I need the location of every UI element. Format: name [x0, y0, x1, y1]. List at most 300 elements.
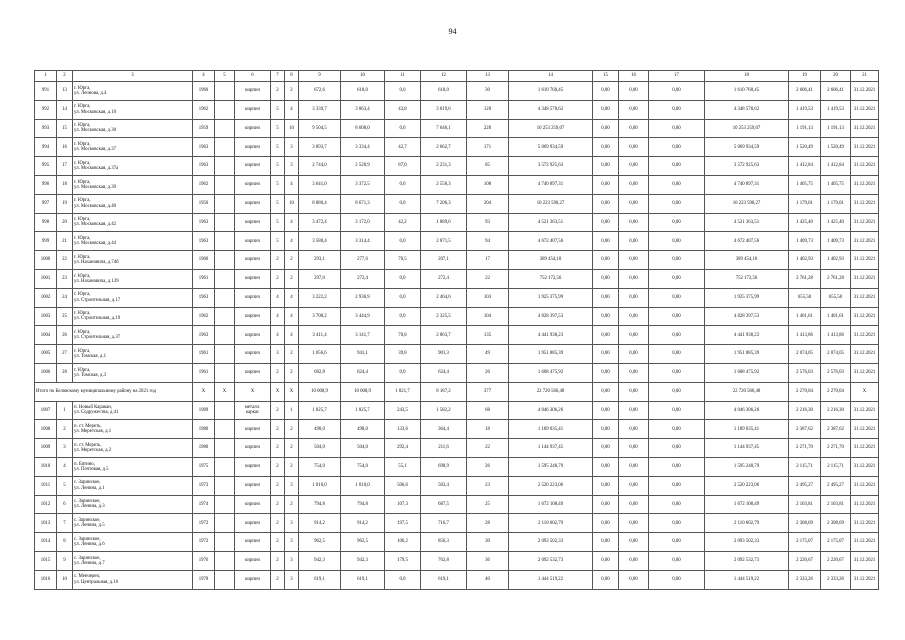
table-cell: 2 325,5 [421, 307, 467, 326]
table-cell: 3 334,4 [341, 138, 385, 157]
table-cell: 4 [285, 232, 299, 251]
table-cell: 991 [35, 82, 57, 101]
table-cell [215, 269, 235, 288]
table-cell: 9 [57, 551, 73, 570]
table-cell: 962,5 [341, 533, 385, 552]
table-cell: 0,0 [385, 570, 421, 589]
table-cell: 1978 [193, 570, 215, 589]
table-cell: 31.12.2021 [851, 307, 879, 326]
table-cell: 1008 [35, 420, 57, 439]
table-cell: 0,00 [649, 100, 705, 119]
table-cell: 0,00 [649, 495, 705, 514]
table-cell: 2 175,07 [789, 533, 821, 552]
total-label: Итого по Беловскому муниципальному району на 2021 год [35, 382, 193, 401]
table-cell: 10 [285, 119, 299, 138]
table-cell: 0,00 [619, 476, 649, 495]
table-cell: 4 [285, 288, 299, 307]
table-cell: 0,00 [619, 382, 649, 401]
table-cell: 1 419,53 [821, 100, 851, 119]
table-cell: 0,00 [593, 570, 619, 589]
table-cell: 31.12.2021 [851, 363, 879, 382]
table-cell: 31.12.2021 [851, 82, 879, 101]
table-cell: X [235, 382, 271, 401]
table-cell: 1961 [193, 345, 215, 364]
table-cell: 0,00 [593, 194, 619, 213]
table-cell: 1000 [35, 251, 57, 270]
table-cell: 18 [467, 420, 509, 439]
column-number-header: 5 [215, 71, 235, 82]
table-cell [215, 363, 235, 382]
table-row [35, 100, 879, 119]
table-cell [215, 495, 235, 514]
table-cell: 133,6 [385, 420, 421, 439]
column-number-header: 10 [341, 71, 385, 82]
table-cell: 962,5 [299, 533, 341, 552]
table-cell: 1 405,75 [821, 175, 851, 194]
table-cell: 9 504,5 [299, 119, 341, 138]
table-cell: 1 425,40 [789, 213, 821, 232]
table-row [35, 420, 879, 439]
table-cell: 1959 [193, 119, 215, 138]
table-cell: 1972 [193, 533, 215, 552]
table-cell: 1 444 519,22 [509, 570, 593, 589]
table-cell: 2 270,04 [821, 382, 851, 401]
table-cell: 22 720 566,48 [509, 382, 593, 401]
address-cell: с. Заринское, ул. Ленина, д.7 [73, 551, 193, 570]
table-cell: 2 387,62 [789, 420, 821, 439]
table-cell: 4 672 407,56 [509, 232, 593, 251]
table-cell: 2 744,0 [299, 157, 341, 176]
table-row [35, 232, 879, 251]
table-cell: кирпич [235, 157, 271, 176]
column-number-header: 6 [235, 71, 271, 82]
table-cell: 1006 [35, 363, 57, 382]
table-cell: 619,1 [299, 570, 341, 589]
table-cell: 3 472,4 [299, 213, 341, 232]
table-cell: 4 [271, 288, 285, 307]
table-cell: 1004 [35, 326, 57, 345]
table-cell: 1 610 760,45 [705, 82, 789, 101]
table-cell: 2 074,05 [821, 345, 851, 364]
table-cell: 1 413,86 [821, 326, 851, 345]
table-cell: 754,0 [299, 457, 341, 476]
table-cell: 197,5 [385, 514, 421, 533]
table-row [35, 251, 879, 270]
table-cell: 498,0 [341, 420, 385, 439]
table-cell: 0,00 [619, 514, 649, 533]
table-cell: 93 [467, 213, 509, 232]
table-cell: 6 [57, 495, 73, 514]
table-cell: 1 189 035,41 [509, 420, 593, 439]
table-cell: кирпич [235, 457, 271, 476]
table-cell: 8 671,3 [341, 194, 385, 213]
table-cell: 1 191,13 [821, 119, 851, 138]
address-cell: г. Юрга, ул. Московская, д.39 [73, 175, 193, 194]
table-cell: 2 092 532,73 [705, 551, 789, 570]
table-cell: 794,8 [341, 495, 385, 514]
table-cell: 3 [271, 345, 285, 364]
table-cell: 277,6 [341, 251, 385, 270]
table-cell: кирпич [235, 269, 271, 288]
table-cell: 993 [35, 119, 57, 138]
table-row [35, 175, 879, 194]
table-cell: 22 [467, 439, 509, 458]
table-cell: 672,6 [299, 82, 341, 101]
table-cell: 1 821,7 [385, 382, 421, 401]
table-cell: 1 056,6 [299, 345, 341, 364]
table-cell: 2 662,7 [421, 138, 467, 157]
table-cell: 0,00 [593, 514, 619, 533]
table-cell: 8 886,4 [299, 194, 341, 213]
table-cell: 0,00 [593, 213, 619, 232]
table-cell: 4 [57, 457, 73, 476]
table-cell: 1 425,40 [821, 213, 851, 232]
table-cell: 1 409,73 [821, 232, 851, 251]
table-cell [215, 457, 235, 476]
table-row [35, 288, 879, 307]
table-cell: 3 [285, 476, 299, 495]
table-row [35, 551, 879, 570]
table-cell: 2 387,62 [821, 420, 851, 439]
table-cell: 0,00 [649, 363, 705, 382]
table-cell: 0,00 [619, 100, 649, 119]
table-cell: 682,8 [299, 363, 341, 382]
table-cell: 8 187,2 [421, 382, 467, 401]
table-cell: 2 606,41 [821, 82, 851, 101]
table-cell: 4 441 938,23 [509, 326, 593, 345]
table-cell: кирпич [235, 119, 271, 138]
table-cell: 2 863,7 [421, 326, 467, 345]
table-cell: 2 936,9 [341, 288, 385, 307]
table-cell: 94 [467, 232, 509, 251]
table-cell: 2 [285, 363, 299, 382]
table-cell: 995 [35, 157, 57, 176]
table-cell: 754,0 [341, 457, 385, 476]
table-cell: 0,00 [593, 533, 619, 552]
table-cell: 3 372,5 [341, 175, 385, 194]
table-cell: 2 [271, 439, 285, 458]
column-number-header: 1 [35, 71, 57, 82]
table-cell: 31.12.2021 [851, 326, 879, 345]
table-cell: 1 405,75 [789, 175, 821, 194]
table-cell: 5 [271, 157, 285, 176]
table-cell: 0,00 [593, 495, 619, 514]
table-cell: металл. каркас [235, 401, 271, 420]
table-cell: 2 [271, 269, 285, 288]
table-cell: 0,00 [593, 251, 619, 270]
table-cell: 1963 [193, 157, 215, 176]
table-cell: 40 [467, 570, 509, 589]
table-cell [215, 251, 235, 270]
table-cell: 3 [285, 533, 299, 552]
table-cell: 0,0 [385, 194, 421, 213]
table-cell: 8 608,0 [341, 119, 385, 138]
table-cell: 293,1 [299, 251, 341, 270]
table-cell: 1015 [35, 551, 57, 570]
table-cell: 1 672 108,49 [705, 495, 789, 514]
table-cell: 3 [285, 570, 299, 589]
table-cell: 0,00 [619, 420, 649, 439]
table-cell: 3 339,7 [299, 100, 341, 119]
table-cell: 2 271,70 [821, 439, 851, 458]
table-cell: 10 253 259,07 [509, 119, 593, 138]
table-cell: 5 [271, 175, 285, 194]
table-cell: 0,00 [649, 194, 705, 213]
table-cell: 2 520 223,06 [705, 476, 789, 495]
table-cell: 10 008,9 [299, 382, 341, 401]
table-cell: 997 [35, 194, 57, 213]
address-cell: п. Евтино, ул. Почтовая, д.5 [73, 457, 193, 476]
housing-register-table [34, 70, 879, 590]
table-cell: 0,00 [619, 175, 649, 194]
table-cell: 0,00 [593, 457, 619, 476]
column-number-header: 18 [705, 71, 789, 82]
table-cell: 0,00 [649, 232, 705, 251]
table-cell: 107,3 [385, 495, 421, 514]
table-cell: 2 [271, 495, 285, 514]
table-cell: 752 172,56 [705, 269, 789, 288]
address-cell: г. Юрга, ул. Томская, д.3 [73, 363, 193, 382]
table-cell: 0,00 [649, 420, 705, 439]
table-cell: 3 314,4 [341, 232, 385, 251]
table-cell: 1 402,93 [821, 251, 851, 270]
table-cell: 504,0 [299, 439, 341, 458]
table-cell: 0,00 [593, 119, 619, 138]
table-cell: 999 [35, 232, 57, 251]
address-cell: п. Новый Каракан, ул. Содружества, д.41 [73, 401, 193, 420]
table-cell: 1 179,01 [821, 194, 851, 213]
address-cell: п. ст. Мереть, ул. Меретская, д.2 [73, 439, 193, 458]
table-cell: 31.12.2021 [851, 570, 879, 589]
table-cell: 3 572 925,63 [705, 157, 789, 176]
table-cell: 87,0 [385, 157, 421, 176]
table-cell: 2 [271, 514, 285, 533]
table-cell: 31.12.2021 [851, 119, 879, 138]
table-cell: 0,00 [619, 82, 649, 101]
table-cell: 31.12.2021 [851, 288, 879, 307]
table-cell: 228 [467, 119, 509, 138]
table-cell: 0,00 [593, 157, 619, 176]
table-cell: 498,0 [299, 420, 341, 439]
table-cell: 2 495,27 [789, 476, 821, 495]
table-cell: 0,00 [619, 570, 649, 589]
table-cell: 104 [467, 307, 509, 326]
table-cell: 0,00 [593, 82, 619, 101]
table-cell: кирпич [235, 194, 271, 213]
table-cell: 103 [467, 288, 509, 307]
table-cell: 0,0 [385, 82, 421, 101]
table-cell [215, 194, 235, 213]
table-cell: 2 220,67 [821, 551, 851, 570]
table-cell [215, 345, 235, 364]
table-cell: 4 [285, 213, 299, 232]
table-cell: 0,00 [649, 401, 705, 420]
total-row [35, 382, 879, 401]
column-number-header: 19 [789, 71, 821, 82]
table-cell: 3 444,9 [341, 307, 385, 326]
table-cell [215, 533, 235, 552]
table-cell: 0,00 [649, 570, 705, 589]
table-row [35, 119, 879, 138]
address-cell: г. Юрга, ул. Нахановича, д.139 [73, 269, 193, 288]
table-cell: кирпич [235, 551, 271, 570]
table-cell [215, 82, 235, 101]
table-cell: 0,00 [593, 100, 619, 119]
table-cell: 0,00 [649, 138, 705, 157]
table-cell: кирпич [235, 570, 271, 589]
table-cell: 70,5 [385, 251, 421, 270]
table-cell: 85 [467, 157, 509, 176]
table-cell: 272,4 [421, 269, 467, 288]
table-cell: 2 216,30 [789, 401, 821, 420]
table-cell: 1 401,61 [789, 307, 821, 326]
table-cell: 2 [271, 533, 285, 552]
table-cell: 1 413,86 [789, 326, 821, 345]
table-cell: 3 063,4 [341, 100, 385, 119]
table-cell: 1 144 937,45 [509, 439, 593, 458]
table-cell: 17 [57, 157, 73, 176]
table-cell: кирпич [235, 82, 271, 101]
table-cell: 21 [57, 232, 73, 251]
address-cell: г. Юрга, ул. Строительная, д.37 [73, 326, 193, 345]
table-cell: 0,00 [593, 326, 619, 345]
table-row [35, 401, 879, 420]
table-cell [215, 288, 235, 307]
table-cell: 2 495,27 [821, 476, 851, 495]
table-cell: 42,7 [385, 138, 421, 157]
table-cell: 364,4 [421, 420, 467, 439]
table-cell: 1016 [35, 570, 57, 589]
table-cell: X [851, 382, 879, 401]
table-cell: 43,8 [385, 100, 421, 119]
table-cell: 1001 [35, 269, 57, 288]
table-cell: 243,5 [385, 401, 421, 420]
table-cell: 941,1 [341, 345, 385, 364]
table-cell: 1 [285, 401, 299, 420]
table-cell: 1980 [193, 420, 215, 439]
table-cell: 0,00 [593, 138, 619, 157]
table-cell: 0,00 [649, 551, 705, 570]
table-row [35, 307, 879, 326]
table-cell: 3 [285, 514, 299, 533]
table-cell: 2 528,9 [341, 157, 385, 176]
table-cell [215, 420, 235, 439]
table-cell: 4 [271, 326, 285, 345]
table-cell: 0,00 [619, 232, 649, 251]
table-cell: 0,00 [649, 269, 705, 288]
table-cell: 2 [271, 401, 285, 420]
table-row [35, 213, 879, 232]
table-cell: 503,4 [421, 476, 467, 495]
table-cell: 39,8 [385, 345, 421, 364]
table-cell: 135 [467, 326, 509, 345]
table-cell: 31.12.2021 [851, 551, 879, 570]
table-cell: 7 646,1 [421, 119, 467, 138]
table-cell: 0,00 [649, 307, 705, 326]
table-cell: 0,00 [649, 476, 705, 495]
table-cell: 3 222,2 [299, 288, 341, 307]
address-cell: г. Юрга, ул. Нахановича, д.74б [73, 251, 193, 270]
table-row [35, 439, 879, 458]
table-cell: 1976 [193, 551, 215, 570]
table-cell: кирпич [235, 307, 271, 326]
table-cell: 794,8 [299, 495, 341, 514]
table-cell: 0,00 [649, 514, 705, 533]
table-cell: 856,3 [421, 533, 467, 552]
table-cell [215, 439, 235, 458]
table-cell: 0,00 [619, 326, 649, 345]
table-cell: 2 871,5 [421, 232, 467, 251]
column-number-header: 20 [821, 71, 851, 82]
table-cell: кирпич [235, 213, 271, 232]
table-cell: 2 [285, 345, 299, 364]
table-cell: 28 [57, 363, 73, 382]
table-cell: 2 [271, 251, 285, 270]
table-cell: 23 [467, 476, 509, 495]
table-cell: 618,0 [341, 82, 385, 101]
address-cell: г. Юрга, ул. Московская, д.30 [73, 119, 193, 138]
table-cell: 5 [271, 194, 285, 213]
table-cell: 1 951 885,39 [509, 345, 593, 364]
table-cell: 1 595 248,79 [705, 457, 789, 476]
table-cell: 5 [271, 232, 285, 251]
table-cell: 16 [57, 138, 73, 157]
table-cell: 18 [57, 175, 73, 194]
table-cell: 1960 [193, 251, 215, 270]
table-cell [215, 213, 235, 232]
table-cell: 2 576,03 [789, 363, 821, 382]
table-cell: 49 [467, 345, 509, 364]
table-cell: 1 925 375,99 [509, 288, 593, 307]
table-cell: 4 [271, 307, 285, 326]
table-cell: 2 271,70 [789, 439, 821, 458]
table-cell: 0,00 [593, 439, 619, 458]
table-cell: 1 520,49 [789, 138, 821, 157]
column-number-header: 7 [271, 71, 285, 82]
table-cell: 0,00 [593, 476, 619, 495]
table-cell: 31.12.2021 [851, 157, 879, 176]
table-cell: 762,8 [421, 551, 467, 570]
table-cell: 2 464,6 [421, 288, 467, 307]
table-cell: 1961 [193, 363, 215, 382]
table-cell: X [193, 382, 215, 401]
table-cell: 0,00 [619, 288, 649, 307]
table-cell: 22 720 566,48 [705, 382, 789, 401]
table-cell: 1007 [35, 401, 57, 420]
table-cell: 0,00 [619, 138, 649, 157]
table-cell: 3 893,7 [299, 138, 341, 157]
table-row [35, 476, 879, 495]
table-cell: 1960 [193, 82, 215, 101]
table-cell: 1 951 885,39 [705, 345, 789, 364]
table-cell: 0,00 [619, 213, 649, 232]
address-cell: с. Заринское, ул. Ленина, д.6 [73, 533, 193, 552]
table-cell: 0,00 [649, 175, 705, 194]
table-cell: 24 [57, 288, 73, 307]
column-number-header: 14 [509, 71, 593, 82]
table-cell: 10 253 259,07 [705, 119, 789, 138]
table-cell: 19 [57, 194, 73, 213]
table-row [35, 345, 879, 364]
table-cell: 4 046 306,26 [509, 401, 593, 420]
table-cell: 55,1 [385, 457, 421, 476]
table-cell [215, 138, 235, 157]
table-row [35, 269, 879, 288]
column-number-header: 16 [619, 71, 649, 82]
table-cell: 0,00 [593, 420, 619, 439]
table-cell: 1010 [35, 457, 57, 476]
table-cell: 1 402,93 [789, 251, 821, 270]
